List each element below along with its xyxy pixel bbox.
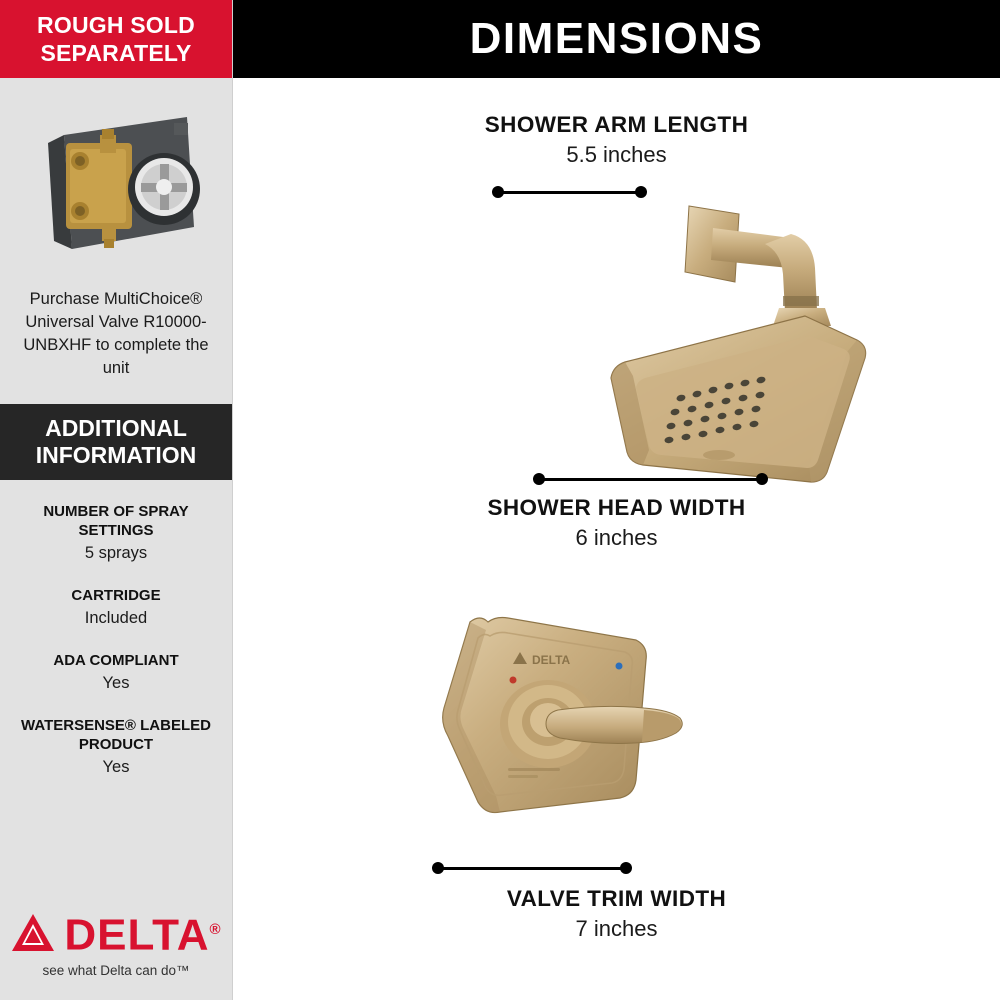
delta-triangle-icon — [10, 912, 56, 954]
spec-value: Yes — [102, 758, 130, 776]
spec-item — [14, 586, 218, 629]
spec-label: ADA COMPLIANT — [53, 652, 179, 669]
spec-label: WATERSENSE® LABELED PRODUCT — [21, 717, 211, 753]
page-title: DIMENSIONS — [469, 14, 764, 63]
spec-value: Included — [84, 609, 148, 627]
dimensions-title-bar — [233, 0, 1000, 78]
rough-valve-illustration — [24, 99, 209, 274]
dimension-shower-arm-length — [233, 112, 1000, 168]
dimension-value: 7 inches — [575, 916, 658, 941]
dimension-label: VALVE TRIM WIDTH — [506, 886, 727, 911]
measure-line-shower-head — [533, 473, 768, 485]
specification-list — [0, 480, 232, 778]
rough-purchase-note: Purchase MultiChoice® Universal Valve R10000-UNBXHF to complete the unit — [23, 290, 209, 377]
delta-wordmark-text: DELTA — [64, 911, 210, 960]
additional-header-line-1: ADDITIONAL — [45, 415, 187, 441]
dimension-shower-head-width — [233, 495, 1000, 551]
delta-logo — [0, 909, 232, 978]
spec-item — [14, 651, 218, 694]
rough-header-line-1: ROUGH SOLD — [37, 12, 195, 38]
measure-line-valve-trim — [432, 862, 632, 874]
delta-tagline: see what Delta can do™ — [42, 963, 190, 978]
delta-wordmark — [64, 909, 222, 960]
spec-label: CARTRIDGE — [71, 587, 161, 604]
spec-value: Yes — [102, 674, 130, 692]
dimension-label: SHOWER ARM LENGTH — [484, 112, 749, 137]
valve-trim-illustration — [408, 600, 808, 850]
sidebar — [0, 0, 233, 1000]
dimension-value: 5.5 inches — [566, 142, 667, 167]
main-panel — [233, 0, 1000, 1000]
dimension-label: SHOWER HEAD WIDTH — [487, 495, 746, 520]
dimension-valve-trim-width — [233, 886, 1000, 942]
rough-valve-image — [0, 78, 232, 286]
spec-item — [14, 716, 218, 778]
spec-label: NUMBER OF SPRAY SETTINGS — [43, 503, 189, 539]
spec-value: 5 sprays — [84, 544, 148, 562]
rough-header-line-2: SEPARATELY — [40, 40, 192, 66]
dimension-value: 6 inches — [575, 525, 658, 550]
shower-head-illustration — [413, 190, 873, 500]
additional-header-line-2: INFORMATION — [35, 442, 197, 468]
delta-registered-mark: ® — [209, 921, 222, 939]
svg-text:DELTA: DELTA — [532, 653, 571, 667]
rough-sold-separately-header — [0, 0, 232, 78]
additional-information-header — [0, 404, 232, 480]
spec-item — [14, 502, 218, 564]
